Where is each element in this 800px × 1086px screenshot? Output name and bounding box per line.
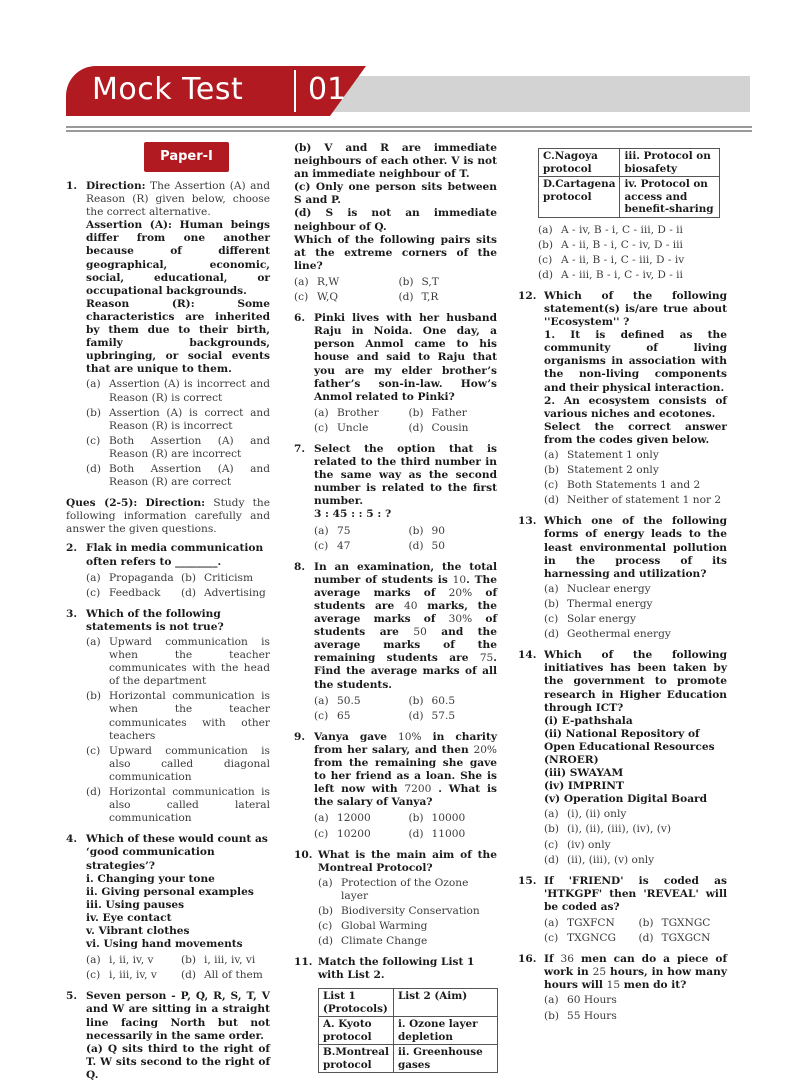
option-b[interactable]: (b) Thermal energy — [544, 597, 653, 610]
question-9: 9. Vanya gave 10% in charity from her salary, and then 20% from the remaining she gave to her friend as a loan. She is left now with 7200 . What is the salary of Vanya? (a) 12000 (b) 10000 (c) 10200 (d) 11000 — [294, 730, 497, 840]
option-d[interactable]: (d) A - iii, B - i, C - iv, D - ii — [538, 268, 683, 281]
question-5-continued — [294, 142, 497, 304]
table-row: D.Cartagena protocol iv. Protocol on access and benefit-sharing — [539, 177, 720, 218]
option-b[interactable]: (b) S,T — [398, 275, 439, 288]
condition-line: (d) S is not an immediate neighbour of Q. — [294, 207, 497, 233]
question-text: What is the main aim of the Montreal Protocol? — [318, 848, 497, 874]
option-b[interactable]: (b) (i), (ii), (iii), (iv), (v) — [544, 823, 671, 836]
table-header-row — [319, 989, 498, 1017]
statement-line: (i) E-pathshala — [544, 714, 633, 727]
assertion-text: Assertion (A): Human beings differ from one another because of different geographical, economic, social, educational, or occupational backgrounds. — [86, 219, 270, 297]
option-a[interactable]: (a) (i), (ii) only — [544, 808, 627, 821]
option-c[interactable]: (c) Upward communication is also called diagonal communication — [86, 744, 270, 783]
option-b[interactable]: (b) 60.5 — [408, 694, 456, 707]
question-15: 15. If 'FRIEND' is coded as 'HTKGPF' then 'REVEAL' will be coded as? (a) TGXFCN (b) TGXNGC (c) TXGNCG (d) TGXGCN — [518, 874, 727, 945]
option-c[interactable]: (c) 47 — [314, 539, 351, 552]
column-3 — [518, 148, 727, 1031]
paper-badge: Paper-I — [144, 142, 229, 172]
question-text: Which of the following statements is not true? — [86, 607, 224, 633]
table-row: A. Kyoto protocol i. Ozone layer depletion — [319, 1017, 498, 1045]
option-b[interactable]: (b) Criticism — [181, 571, 254, 584]
option-b[interactable]: (b) Horizontal communication is when the teacher communicates with other teachers — [86, 690, 270, 742]
direction-label: Direction: — [86, 180, 146, 192]
statement-line: ii. Giving personal examples — [86, 885, 254, 898]
question-6: 6. Pinki lives with her husband Raju in Noida. One day, a person Anmol came to his house and said to Raju that you are my elder brother’s father’s son-in-law. How’s Anmol related to Pinki? (a) Brother (b) Father (c) Uncle (d) Cousin — [294, 312, 497, 434]
question-text: Vanya gave 10% in charity from her salary, and then 20% from the remaining she gave to her friend as a loan. She is left now with 7200 . What is the salary of Vanya? — [314, 730, 497, 809]
question-5: 5. Seven person - P, Q, R, S, T, V and W are sitting in a straight line facing North but not necessarily in the same order. (a) Q sits third to the right of T. W sits second to the right of Q. — [66, 990, 270, 1081]
question-4: 4. Which of these would count as ‘good communication strategies’? i. Changing your tone ii. Giving personal examples iii. Using pauses iv. Eye contact v. Vibrant clothes vi. Using hand movements (a) i, ii, iv, v (b) i, iii, iv, vi (c) i, iii, iv, v (d) All of them — [66, 833, 270, 982]
question-1 — [66, 180, 270, 489]
option-a[interactable]: (a) 60 Hours — [544, 994, 617, 1007]
option-c[interactable]: (c) Both Statements 1 and 2 — [544, 479, 701, 492]
question-text: Which of the following pairs sits at the extreme corners of the line? — [294, 233, 497, 272]
condition-line: (a) Q sits third to the right of T. W sits second to the right of Q. — [86, 1042, 270, 1081]
option-a[interactable]: (a) Upward communication is when the teacher communicates with the head of the department — [86, 636, 270, 688]
option-a[interactable]: (a) A - iv, B - i, C - iii, D - ii — [538, 223, 683, 236]
option-d[interactable]: (d) Both Assertion (A) and Reason (R) are correct — [86, 462, 270, 489]
table-header: List 1 (Protocols) — [319, 989, 394, 1017]
question-10: 10. What is the main aim of the Montreal Protocol? (a) Protection of the Ozone layer (b) Biodiversity Conservation (c) Global Warming (d) Climate Change — [294, 848, 497, 948]
option-c[interactable]: (c) Global Warming — [318, 920, 428, 933]
ratio-expression: 3 : 45 : : 5 : ? — [314, 508, 392, 521]
question-text: In an examination, the total number of students is 10. The average marks of 20% of students are 40 marks, the average marks of 30% of students are 50 and the average marks of the remaining students are 75. Find the average marks of all the students. — [314, 560, 498, 691]
option-d[interactable]: (d) Cousin — [408, 421, 469, 434]
instruction-line: Select the correct answer from the codes given below. — [544, 420, 727, 446]
statement-line: 1. It is defined as the community of living organisms in association with the non-living components and their physical interaction. — [544, 329, 727, 394]
question-7: 7. Select the option that is related to the third number in the same way as the second number is related to the first number. 3 : 45 : : 5 : ? (a) 75 (b) 90 (c) 47 (d) 50 — [294, 442, 497, 552]
option-c[interactable]: (c) 65 — [314, 709, 351, 722]
option-a[interactable]: (a) 12000 — [314, 812, 371, 825]
page-title: Mock Test — [92, 72, 244, 107]
question-text: If 'FRIEND' is coded as 'HTKGPF' then 'REVEAL' will be coded as? — [544, 874, 727, 913]
option-d[interactable]: (d) 11000 — [408, 827, 466, 840]
question-text: Flak in media communication often refers to ________. — [86, 542, 264, 568]
question-13: 13. Which one of the following forms of energy leads to the least environmental pollution in the process of its harnessing and utilization? (a) Nuclear energy (b) Thermal energy (c) Solar energy (d) Geothermal energy — [518, 515, 727, 641]
option-b[interactable]: (b) 55 Hours — [544, 1009, 617, 1022]
question-text: Which of the following initiatives has been taken by the government to promote research in Higher Education through ICT? — [544, 649, 727, 714]
question-12: 12. Which of the following statement(s) is/are true about ''Ecosystem'' ? 1. It is defined as the community of living organisms in association with the non-living components and their physical interaction. 2. An ecosystem consists of various niches and ecotones. Select the correct answer from the codes given below. (a) Statement 1 only (b) Statement 2 only (c) Both Statements 1 and 2 (d) Neither of statement 1 nor 2 — [518, 289, 727, 507]
option-b[interactable]: (b) TGXNGC — [638, 917, 711, 929]
question-text: If 36 men can do a piece of work in 25 hours, in how many hours will 15 men do it? — [544, 953, 727, 992]
question-text: Match the following List 1 with List 2. — [318, 956, 475, 982]
statement-line: (iv) IMPRINT — [544, 780, 624, 793]
question-text: Which one of the following forms of energy leads to the least environmental pollution in the process of its harnessing and utilization? — [544, 515, 727, 580]
option-d[interactable]: (d) (ii), (iii), (v) only — [544, 853, 655, 866]
question-11: 11. Match the following List 1 with List 2. List 1 (Protocols) List 2 (Aim) A. Kyoto protocol i. Ozone layer depletion B.Montreal protocol ii. Greenhouse gases — [294, 956, 497, 1073]
option-c[interactable]: (c) TXGNCG — [544, 932, 616, 945]
table-header: List 2 (Aim) — [393, 989, 497, 1017]
statement-line: iii. Using pauses — [86, 898, 185, 911]
option-d[interactable]: (d) Horizontal communication is also called lateral communication — [86, 786, 270, 825]
option-a[interactable]: (a) TGXFCN — [544, 917, 615, 929]
question-14: 14. Which of the following initiatives has been taken by the government to promote research in Higher Education through ICT? (i) E-pathshala (ii) National Repository of Open Educational Resources (NROER) (iii) SWAYAM (iv) IMPRINT (v) Operation Digital Board (a) (i), (ii) only (b) (i), (ii), (iii), (iv), (v) (c) (iv) only (d) (ii), (iii), (v) only — [518, 649, 727, 866]
statement-line: (v) Operation Digital Board — [544, 793, 708, 806]
statement-line: iv. Eye contact — [86, 911, 172, 924]
direction-text: The Assertion (A) and Reason (R) given below, choose the correct alternative. — [86, 180, 270, 219]
match-table-continued — [538, 148, 720, 218]
statement-line: (iii) SWAYAM — [544, 767, 624, 780]
option-a[interactable]: (a) R,W — [294, 275, 340, 288]
column-2 — [294, 142, 497, 1081]
question-8: 8. In an examination, the total number of students is 10. The average marks of 20% of students are 40 marks, the average marks of 30% of students are 50 and the average marks of the remaining students are 75. Find the average marks of all the students. (a) 50.5 (b) 60.5 (c) 65 (d) 57.5 — [294, 560, 498, 722]
question-2: 2. Flak in media communication often refers to ________. (a) Propaganda (b) Criticism (c) Feedback (d) Advertising — [66, 542, 270, 599]
option-c[interactable]: (c) Feedback — [86, 586, 161, 599]
option-a[interactable]: (a) 75 — [314, 524, 351, 537]
option-c[interactable]: (c) W,Q — [294, 291, 339, 304]
statement-line: (ii) National Repository of Open Educational Resources (NROER) — [544, 727, 715, 766]
option-c[interactable]: (c) A - ii, B - i, C - iii, D - iv — [538, 253, 685, 266]
statement-line: v. Vibrant clothes — [86, 924, 190, 937]
question-11-continued — [518, 148, 727, 282]
option-b[interactable]: (b) Biodiversity Conservation — [318, 904, 480, 917]
statement-line: 2. An ecosystem consists of various niches and ecotones. — [544, 394, 727, 420]
statement-line: vi. Using hand movements — [86, 938, 243, 951]
question-group-direction: Ques (2-5): Direction: Study the following information carefully and answer the given questions. — [66, 497, 271, 536]
option-b[interactable]: (b) 10000 — [408, 812, 466, 825]
option-a[interactable]: (a) i, ii, iv, v — [86, 954, 154, 967]
question-text: Pinki lives with her husband Raju in Noida. One day, a person Anmol came to his house and said to Raju that you are my elder brother’s father’s son-in-law. How’s Anmol related to Pinki? — [314, 312, 497, 403]
option-d[interactable]: (d) Geothermal energy — [544, 628, 671, 641]
header-rule-top — [66, 126, 752, 128]
header-rule-bottom — [66, 130, 752, 132]
reason-text: Reason (R): Some characteristics are inherited by them due to their birth, family backgrounds, upbringing, or social events that are unique to them. — [86, 297, 270, 376]
match-table — [318, 988, 498, 1073]
test-number: 01 — [308, 72, 347, 107]
option-c[interactable]: (c) (iv) only — [544, 838, 611, 851]
option-a[interactable]: (a) Assertion (A) is incorrect and Reason (R) is correct — [86, 378, 270, 404]
option-d[interactable]: (d) All of them — [181, 969, 263, 982]
option-d[interactable]: (d) Neither of statement 1 nor 2 — [544, 494, 722, 507]
table-row: B.Montreal protocol ii. Greenhouse gases — [319, 1045, 498, 1073]
question-text: Which of the following statement(s) is/are true about ''Ecosystem'' ? — [544, 289, 727, 329]
option-b[interactable]: (b) i, iii, iv, vi — [181, 954, 256, 967]
option-c[interactable]: (c) i, iii, iv, v — [86, 969, 157, 982]
option-c[interactable]: (c) 10200 — [314, 827, 371, 840]
option-b[interactable]: (b) Statement 2 only — [544, 464, 659, 477]
option-d[interactable]: (d) TGXGCN — [638, 932, 711, 945]
banner-divider — [294, 70, 296, 112]
question-text: Which of these would count as ‘good communication strategies’? — [86, 833, 268, 872]
question-16: 16. If 36 men can do a piece of work in 25 hours, in how many hours will 15 men do it? (a) 60 Hours (b) 55 Hours — [518, 953, 727, 1022]
option-c[interactable]: (c) Uncle — [314, 421, 369, 434]
option-b[interactable]: (b) A - ii, B - i, C - iv, D - iii — [538, 238, 683, 251]
option-a[interactable]: (a) Brother — [314, 406, 379, 419]
question-3: 3. Which of the following statements is not true? (a) Upward communication is when the teacher communicates with the head of the department (b) Horizontal communication is when the teacher communicates with other teachers (c) Upward communication is also called diagonal communication (d) Horizontal communication is also called lateral communication — [66, 607, 270, 825]
option-d[interactable]: (d) 57.5 — [408, 709, 456, 722]
condition-line: (b) V and R are immediate neighbours of each other. V is not an immediate neighbour of T. — [294, 142, 497, 181]
option-b[interactable]: (b) Father — [408, 406, 467, 419]
option-d[interactable]: (d) Advertising — [181, 586, 266, 599]
option-a[interactable]: (a) 50.5 — [314, 694, 361, 707]
column-1 — [66, 142, 270, 1086]
option-a[interactable]: (a) Protection of the Ozone layer — [318, 876, 469, 902]
option-b[interactable]: (b) Assertion (A) is correct and Reason (R) is incorrect — [86, 406, 270, 432]
option-c[interactable]: (c) Both Assertion (A) and Reason (R) are incorrect — [86, 434, 270, 460]
statement-line: i. Changing your tone — [86, 872, 215, 885]
question-text: Select the option that is related to the third number in the same way as the second number is related to the first number. — [314, 442, 497, 508]
option-a[interactable]: (a) Statement 1 only — [544, 449, 659, 461]
option-a[interactable]: (a) Propaganda — [86, 571, 174, 584]
question-number: 1. — [66, 180, 78, 192]
option-d[interactable]: (d) 50 — [408, 539, 445, 552]
option-c[interactable]: (c) Solar energy — [544, 613, 636, 626]
table-row: C.Nagoya protocol iii. Protocol on biosafety — [539, 149, 720, 177]
option-b[interactable]: (b) 90 — [408, 524, 445, 537]
option-d[interactable]: (d) T,R — [398, 291, 439, 304]
question-text: Seven person - P, Q, R, S, T, V and W are sitting in a straight line facing North but not necessarily in the same order. — [86, 990, 270, 1042]
condition-line: (c) Only one person sits between S and P. — [294, 181, 497, 207]
option-a[interactable]: (a) Nuclear energy — [544, 582, 651, 595]
option-d[interactable]: (d) Climate Change — [318, 935, 428, 948]
